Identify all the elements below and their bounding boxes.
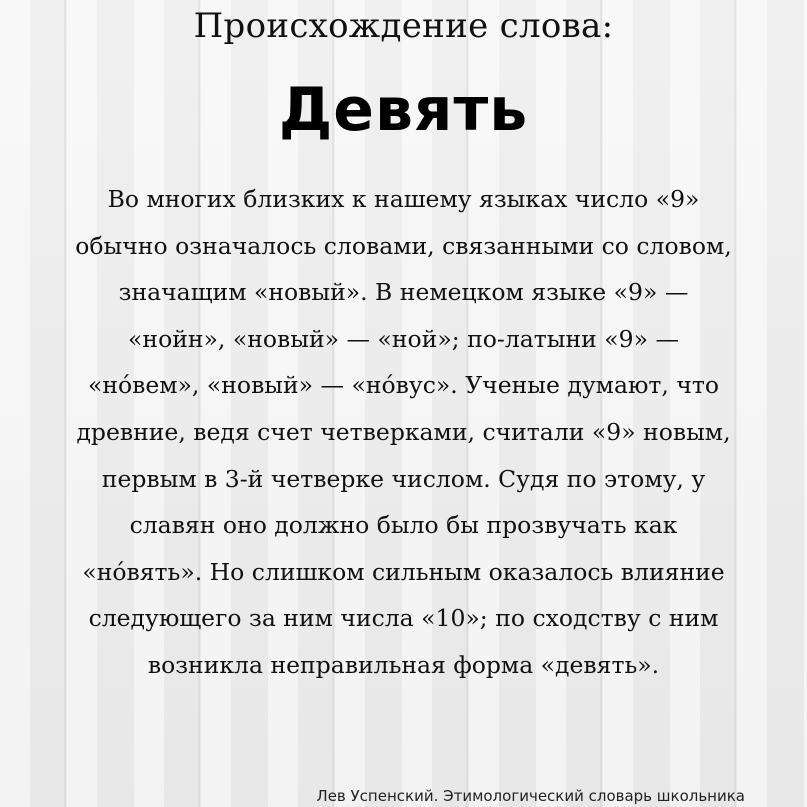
word-title: Девять bbox=[278, 75, 529, 145]
text-line: «нóвять». Но слишком сильным оказалось влияние bbox=[82, 557, 725, 586]
text-line: обычно означалось словами, связанными со словом, bbox=[75, 231, 732, 260]
text-line: древние, ведя счет четверками, считали «9» новым, bbox=[76, 417, 731, 446]
text-line: Во многих близких к нашему языках число «9» bbox=[107, 185, 700, 213]
text-line: следующего за ним числа «10»; по сходству с ним bbox=[88, 604, 719, 633]
text-line: первым в 3-й четверке числом. Судя по этому, у bbox=[101, 464, 706, 493]
card-subtitle: Происхождение слова: bbox=[193, 6, 614, 46]
text-line: славян оно должно было бы прозвучать как bbox=[129, 511, 678, 540]
etymology-text bbox=[40, 176, 767, 689]
source-citation: Лев Успенский. Этимологический словарь школьника bbox=[316, 787, 745, 805]
text-line: возникла неправильная форма «девять». bbox=[147, 650, 660, 679]
text-line: «нóвем», «новый» — «нóвус». Ученые думают, что bbox=[87, 371, 720, 400]
text-line: «нойн», «новый» — «ной»; по-латыни «9» — bbox=[128, 324, 679, 353]
text-line: значащим «новый». В немецком языке «9» — bbox=[118, 278, 689, 307]
